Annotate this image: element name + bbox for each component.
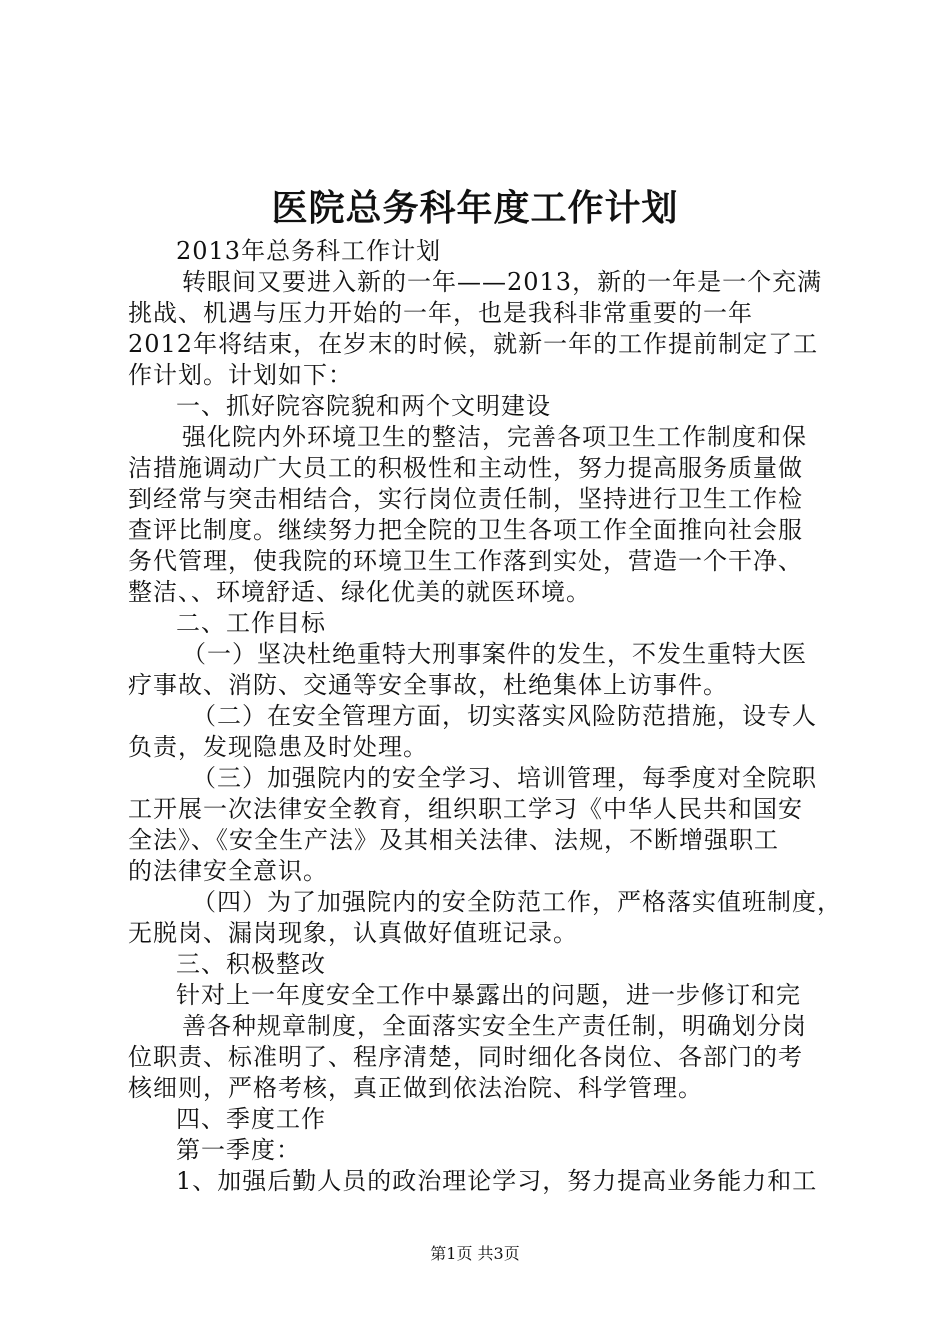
paragraph-line: 无脱岗、漏岗现象，认真做好值班记录。 xyxy=(128,919,578,947)
paragraph-line: 全法》、《安全生产法》及其相关法律、法规，不断增强职工 xyxy=(128,826,779,854)
paragraph-line: 的法律安全意识。 xyxy=(128,857,328,885)
paragraph-line: 负责，发现隐患及时处理。 xyxy=(128,733,428,761)
paragraph-line: 针对上一年度安全工作中暴露出的问题，进一步修订和完 xyxy=(176,981,801,1009)
section-heading: 三、积极整改 xyxy=(176,950,326,978)
section-heading: 二、工作目标 xyxy=(176,609,326,637)
document-body xyxy=(128,236,848,1197)
paragraph-line: 强化院内外环境卫生的整洁，完善各项卫生工作制度和保 xyxy=(182,423,807,451)
paragraph-line: 转眼间又要进入新的一年——2013，新的一年是一个充满 xyxy=(182,268,823,296)
paragraph-line: 第一季度： xyxy=(176,1136,301,1164)
paragraph-line: 到经常与突击相结合，实行岗位责任制，坚持进行卫生工作检 xyxy=(128,485,803,513)
paragraph-line: 务代管理，使我院的环境卫生工作落到实处，营造一个干净、 xyxy=(128,547,803,575)
paragraph-line: 疗事故、消防、交通等安全事故，杜绝集体上访事件。 xyxy=(128,671,728,699)
paragraph-line: 核细则，严格考核，真正做到依法治院、科学管理。 xyxy=(128,1074,703,1102)
paragraph-line: 位职责、标准明了、程序清楚，同时细化各岗位、各部门的考 xyxy=(128,1043,803,1071)
document-title: 医院总务科年度工作计划 xyxy=(271,187,679,229)
paragraph-line: 作计划。计划如下： xyxy=(128,361,353,389)
paragraph-line: （一）坚决杜绝重特大刑事案件的发生，不发生重特大医 xyxy=(182,640,807,668)
section-heading: 四、季度工作 xyxy=(176,1105,326,1133)
paragraph-line: （二）在安全管理方面，切实落实风险防范措施，设专人 xyxy=(192,702,817,730)
paragraph-line: 洁措施调动广大员工的积极性和主动性，努力提高服务质量做 xyxy=(128,454,803,482)
paragraph-line: 2013年总务科工作计划 xyxy=(176,237,442,265)
paragraph-line: （三）加强院内的安全学习、培训管理，每季度对全院职 xyxy=(192,764,817,792)
paragraph-line: 查评比制度。继续努力把全院的卫生各项工作全面推向社会服 xyxy=(128,516,803,544)
paragraph-line: （四）为了加强院内的安全防范工作，严格落实值班制度， xyxy=(192,888,842,916)
section-heading: 一、抓好院容院貌和两个文明建设 xyxy=(176,392,551,420)
paragraph-line: 善各种规章制度，全面落实安全生产责任制，明确划分岗 xyxy=(182,1012,807,1040)
paragraph-line: 挑战、机遇与压力开始的一年，也是我科非常重要的一年 xyxy=(128,299,753,327)
paragraph-line: 1、加强后勤人员的政治理论学习，努力提高业务能力和工 xyxy=(176,1167,818,1195)
paragraph-line: 工开展一次法律安全教育，组织职工学习《中华人民共和国安 xyxy=(128,795,803,823)
page-number-footer: 第1页 共3页 xyxy=(430,1244,520,1263)
paragraph-line: 2012年将结束，在岁末的时候，就新一年的工作提前制定了工 xyxy=(128,330,819,358)
paragraph-line: 整洁、、环境舒适、绿化优美的就医环境。 xyxy=(128,578,591,606)
